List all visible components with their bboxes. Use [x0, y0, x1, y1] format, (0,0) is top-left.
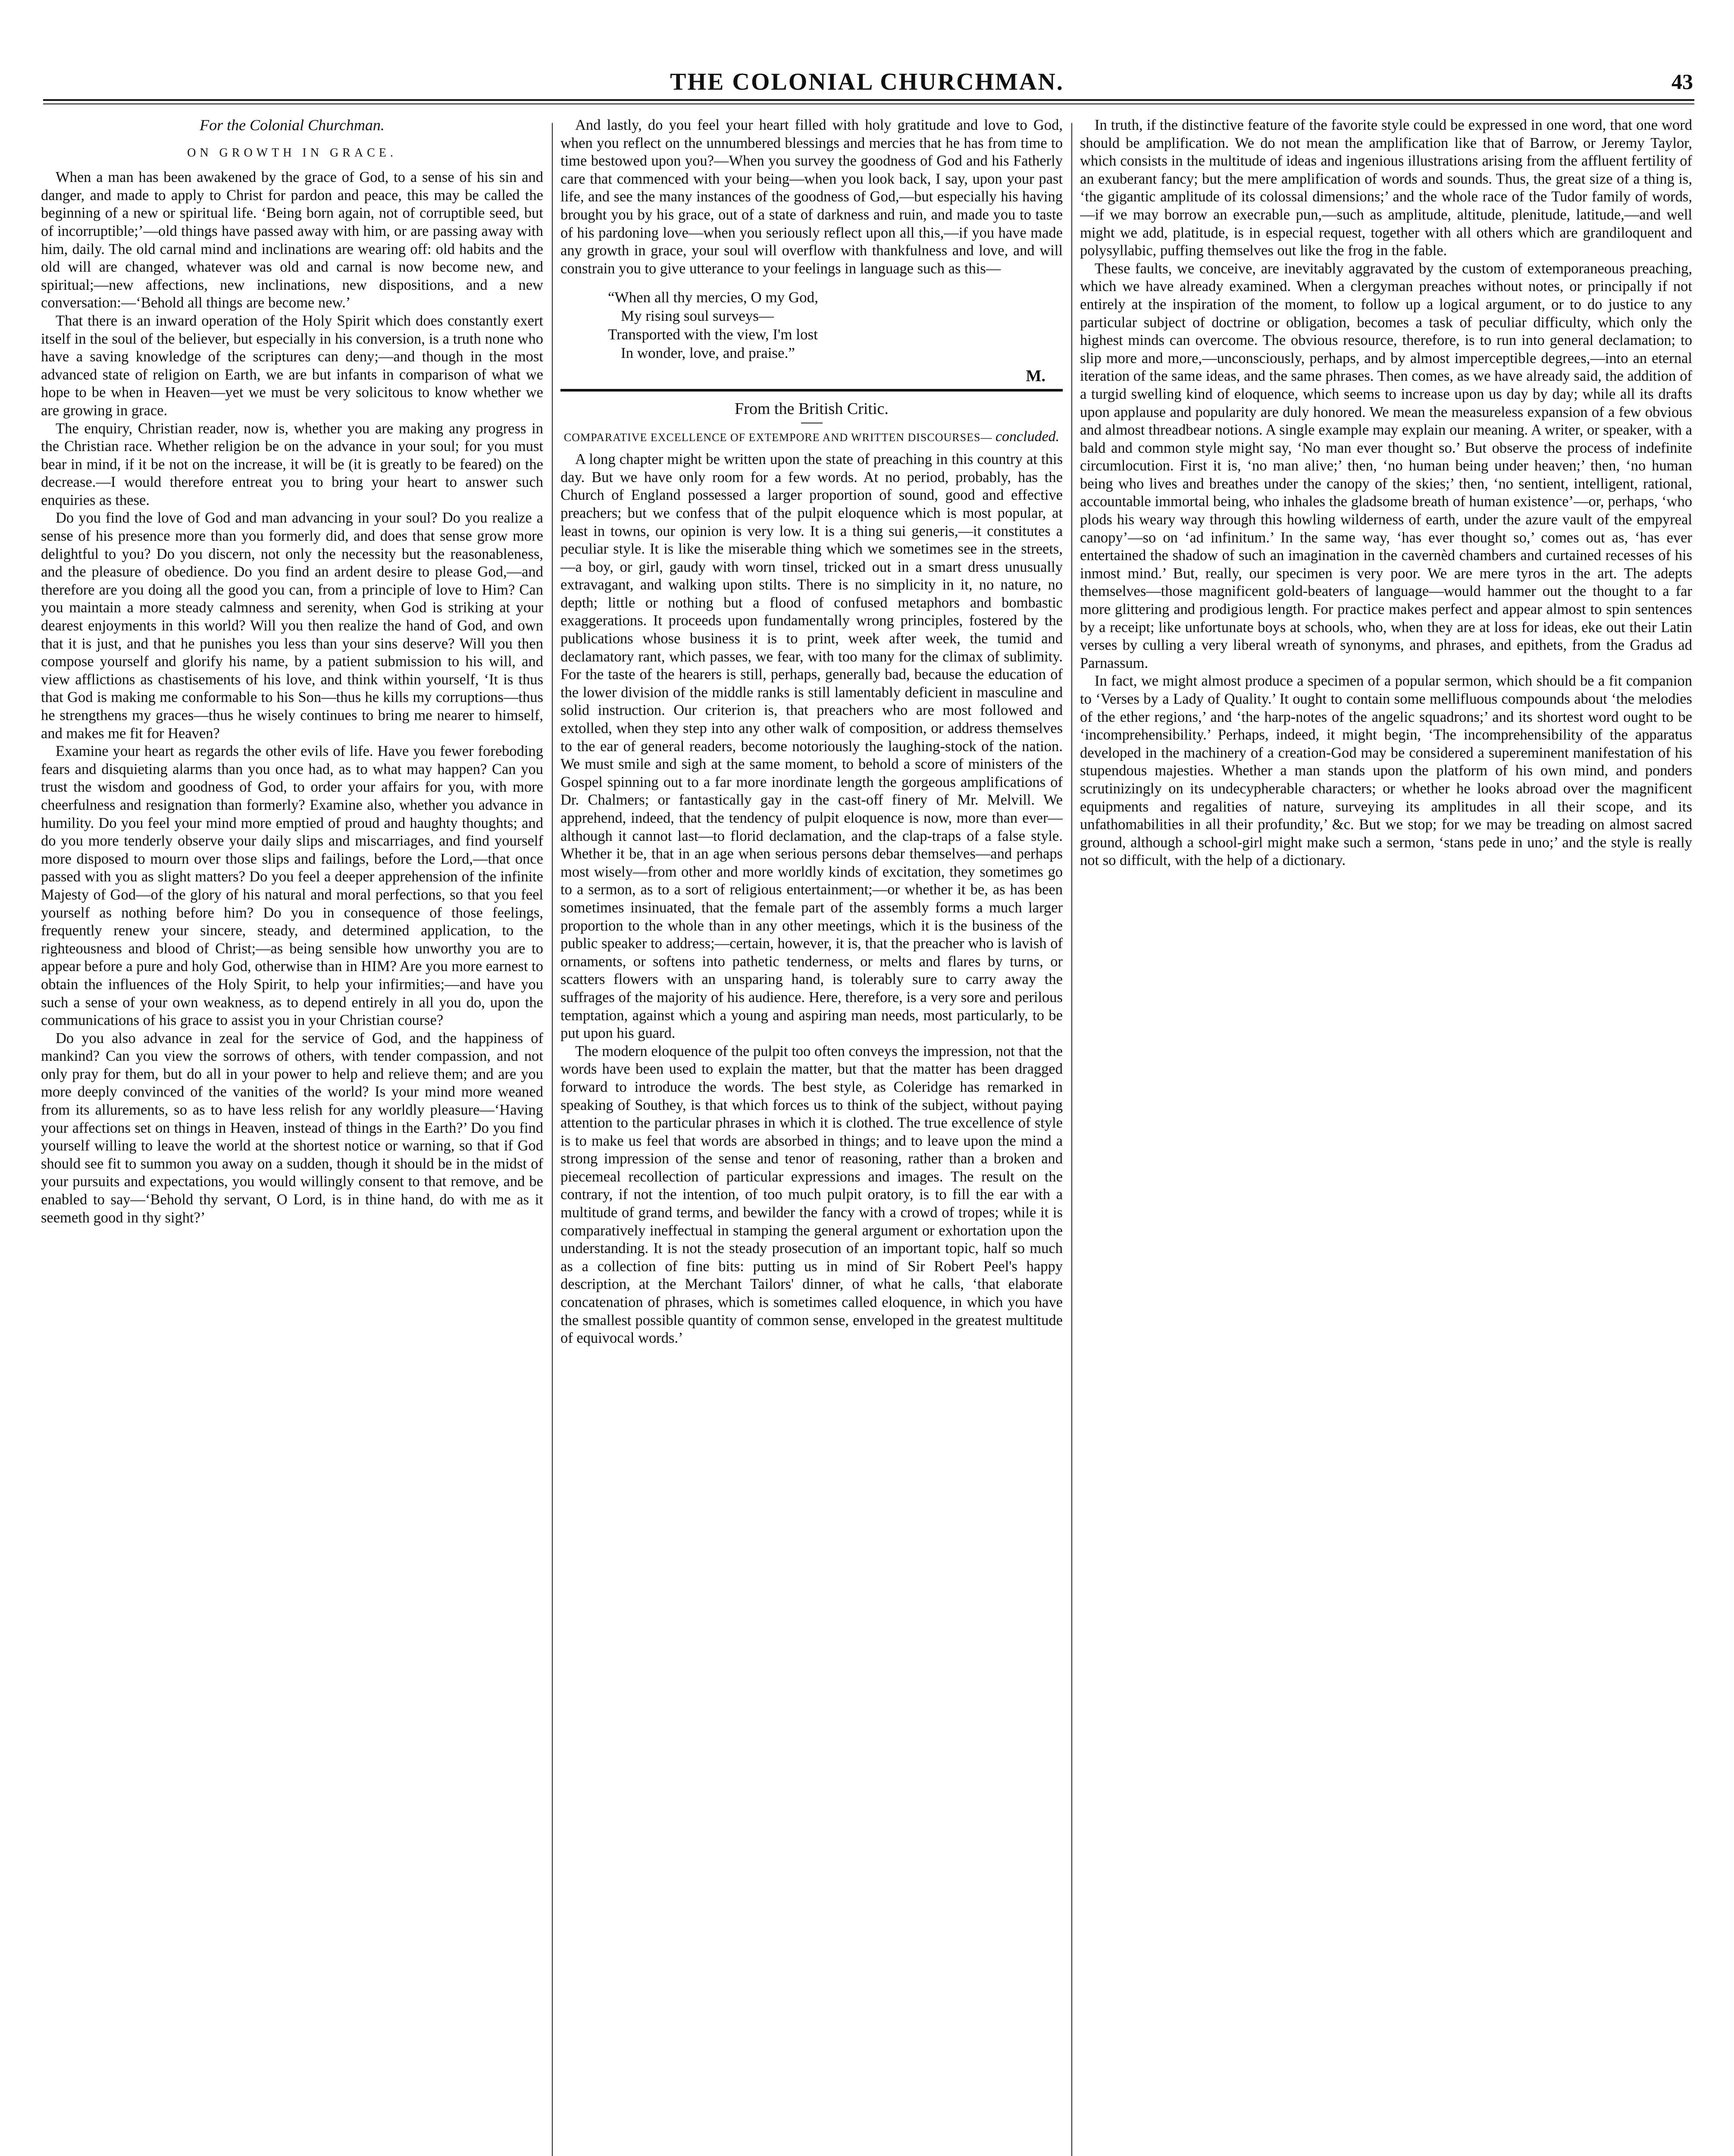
paragraph: And lastly, do you feel your heart filled with holy gratitude and love to God, when you reflect on the unnumbered blessings and mercies that he has from time to time bestowed upon you?—When you survey the goodness of God and his Fatherly care that commenced with your being—when you look back, I say, upon your past life, and see the many instances of the goodness of God,—but especially his having brought you by his grace, out of a state of darkness and ruin, and made you to taste of his pardoning love—when you seriously reflect upon all this,—if you have made any growth in grace, your soul will overflow with thankfulness and love, and will constrain you to give utterance to your feelings in language such as this— — [560, 117, 1063, 277]
verse-line: “When all thy mercies, O my God, — [608, 289, 818, 306]
masthead-rule — [43, 99, 1694, 104]
paragraph: Do you find the love of God and man advancing in your soul? Do you realize a sense of his presence more than you formerly did, and does that sense grow more delightful to you? Do you discern, not only the necessity but the reasonableness, and the pleasure of obedience. Do you find an ardent desire to please God,—and therefore are you doing all the good you can, from a principle of love to Him? Can you maintain a more steady calmness and serenity, when God is striking at your dearest enjoyments in this world? Will you then realize the hand of God, and own that it is just, and that he punishes you less than your sins deserve? Will you then compose yourself and glorify his name, by a patient submission to his will, and view afflictions as chastisements of his love, and think within yourself, ‘It is thus that God is making me conformable to his Son—thus he kills my corruptions—thus he strengthens my graces—thus he wisely continues to bring me nearer to himself, and makes me fit for Heaven? — [41, 510, 543, 742]
masthead — [0, 65, 1734, 99]
article-title: ON GROWTH IN GRACE. — [187, 146, 397, 160]
verse-line: My rising soul surveys— — [621, 307, 774, 325]
paragraph: That there is an inward operation of the Holy Spirit which does constantly exert itself in the soul of the believer, but especially in his conversion, is a truth none who have a saving knowledge of the scriptures can deny;—and though in the most advanced state of religion on Earth, we are but infants in comparison of what we hope to be when in Heaven—yet we must be very solicitous to know whether we are growing in grace. — [41, 312, 543, 419]
paragraph: In truth, if the distinctive feature of the favorite style could be expressed in one word, that one word should be amplification. We do not mean the amplification like that of Barrow, or Jeremy Taylor, which consists in the multitude of ideas and ingenious illustrations arising from the affluent fertility of an exuberant fancy; but the mere amplification of words and sounds. Thus, the great size of a thing is, ‘the gigantic amplitude of its colossal dimensions;’ and the whole race of the Tudor family of words,—if we may borrow an execrable pun,—such as amplitude, altitude, plenitude, latitude,—and well might we add, platitude, is in especial request, together with all others which are grandiloquent and polysyllabic, puffing themselves out like the frog in the fable. — [1080, 117, 1692, 259]
section-rule — [560, 389, 1063, 392]
paragraph: When a man has been awakened by the grace of God, to a sense of his sin and danger, and made to apply to Christ for pardon and peace, this may be called the beginning of a new or spiritual life. ‘Being born again, not of corruptible seed, but of incorruptible;’—old things have passed away with him, or are passing away with him, daily. The old carnal mind and inclinations are wearing off: old habits and the old will are changed, whatever was old and carnal is now become new, and spiritual;—new affections, new inclinations, new dispositions, and a new conversation:—‘Behold all things are become new.’ — [41, 169, 543, 311]
paragraph: A long chapter might be written upon the state of preaching in this country at this day. But we have only room for a few words. At no period, probably, has the Church of England possessed a larger proportion of sound, good and effective preachers; but we confess that of the pulpit eloquence which is most popular, at least in towns, our opinion is very low. It is a thing sui generis,—it constitutes a peculiar style. It is like the miserable thing which we sometimes see in the streets,—a boy, or girl, gaudy with worn tinsel, tricked out in a smart dress unusually extravagant, and walking upon stilts. There is no simplicity in it, no nature, no depth; little or nothing but a flood of confused metaphors and bombastic exaggerations. It proceeds upon fundamentally wrong principles, fostered by the publications whose business it is to print, week after week, the tumid and declamatory rant, which passes, we fear, with too many for the climax of sublimity. For the taste of the hearers is still, perhaps, generally bad, because the education of the lower division of the middle ranks is still lamentably deficient in masculine and solid instruction. Our criterion is, that preachers who are most followed and extolled, when they step into any other walk of composition, or address themselves to the ear of general readers, become notoriously the laughing-stock of the nation. We must smile and sigh at the same moment, to behold a score of ministers of the Gospel spinning out to a far more inordinate length the gorgeous amplifications of Dr. Chalmers; or fantastically gay in the cast-off finery of Mr. Melvill. We apprehend, indeed, that the tendency of pulpit eloquence is now, more than ever—although it cannot last—to florid declamation, and the clap-traps of a false style. Whether it be, that in an age when serious persons debar themselves—and perhaps most wisely—from other and more worldly kinds of excitation, they sometimes go to a sermon, as to a sort of religious entertainment;—or whether it be, as has been sometimes insinuated, that the female part of the assembly forms a much larger proportion to the whole than in any other meetings, which it is the business of the public speaker to address;—certain, however, it is, that the preacher who is lavish of ornaments, or softens into pathetic tenderness, or melts and flares by turns, or scatters flowers with an unsparing hand, is tolerably sure to carry away the suffrages of the majority of his audience. Here, therefore, is a very sore and perilous temptation, against which a young and aspiring man needs, most particularly, to be put upon his guard. — [560, 451, 1063, 1042]
paragraph: The enquiry, Christian reader, now is, whether you are making any progress in the Christian race. Whether religion be on the advance in your soul; for you must bear in mind, if it be not on the increase, it will be (it is greatly to be feared) on the decrease.—I would therefore entreat you to bring your heart to answer such enquiries as these. — [41, 420, 543, 508]
paragraph: In fact, we might almost produce a specimen of a popular sermon, which should be a fit companion to ‘Verses by a Lady of Quality.’ It ought to contain some mellifluous compounds about ‘the melodies of the ether regions,’ and ‘the harp-notes of the angelic squadrons;’ and its shortest word ought to be ‘incomprehensibility.’ Perhaps, indeed, it might begin, ‘The incomprehensibility of the apparatus developed in the machinery of a creation-God may be considered a supereminent manifestation of his stupendous majesties. Whether a man stands upon the platform of his own mind, and ponders scrutinizingly on its undecypherable characters; or whether he looks abroad over the magnificent equipments and regalities of nature, surveying its amplitudes in all their scope, and its unfathomabilities in all their profundity,’ &c. But we stop; for we may be treading on almost sacred ground, although a school-girl might make such a sermon, ‘stans pede in uno;’ and the style is really not so difficult, with the help of a dictionary. — [1080, 673, 1692, 869]
article-title-suffix: concluded. — [995, 428, 1060, 445]
column-divider — [1071, 123, 1072, 2156]
masthead-title: THE COLONIAL CHURCHMAN. — [670, 69, 1064, 95]
verse-line: In wonder, love, and praise.” — [621, 345, 795, 362]
column-2 — [560, 116, 1063, 2156]
verse-line: Transported with the view, I'm lost — [608, 326, 818, 343]
article-signature: M. — [1026, 367, 1045, 385]
column-divider — [552, 123, 553, 2156]
page-number: 43 — [1671, 69, 1693, 94]
column-3 — [1080, 116, 1692, 2156]
verse-quote — [608, 288, 1063, 362]
article-byline: For the Colonial Churchman. — [200, 116, 385, 134]
article-source: From the British Critic. — [735, 399, 889, 418]
article-title-main: COMPARATIVE EXCELLENCE OF EXTEMPORE AND WRITTEN DISCOURSES— — [563, 431, 992, 444]
article-title — [560, 428, 1063, 447]
paragraph: Do you also advance in zeal for the service of God, and the happiness of mankind? Can you view the sorrows of others, with tender compassion, and not only pray for them, but do all in your power to help and relieve them; and are you more deeply convinced of the vanities of the world? Is your mind more weaned from its allurements, so as to have less relish for any worldly pleasure—‘Having your affections set on things in Heaven, instead of things in the Earth?’ Do you find yourself willing to leave the world at the shortest notice or warning, so that if God should see fit to summon you away on a sudden, though it should be in the midst of your pursuits and expectations, you would willingly consent to that remove, and be enabled to say—‘Behold thy servant, O Lord, is in thine hand, do with me as it seemeth good in thy sight?’ — [41, 1030, 543, 1226]
paragraph: These faults, we conceive, are inevitably aggravated by the custom of extemporaneous preaching, which we have already examined. When a clergyman preaches without notes, or principally if not entirely at the inspiration of the moment, to follow up a logical argument, or to do justice to any particular subject of doctrine or obligation, becomes a task of peculiar difficulty, which only the highest minds can overcome. The obvious resource, therefore, is to run into general declamation; to slip more and more,—unconsciously, perhaps, and by almost imperceptible degrees,—into an eternal iteration of the same ideas, and the same phrases. Then comes, as we have already said, the addition of a turgid swelling kind of eloquence, which seems to increase upon us day by day; while all its drafts upon applause and popularity are duly honored. We mean the measureless expansion of a few obvious and almost threadbear notions. A single example may explain our meaning. A writer, or speaker, with a bald and common style might say, ‘No man ever thought so.’ But observe the process of indefinite circumlocution. First it is, ‘no man alive;’ then, ‘no human being under heaven;’ then, ‘no human being who lives and breathes under the canopy of the skies;’ then, ‘no sentient, intelligent, rational, accountable immortal being, who inhales the gladsome breath of human existence’—or, perhaps, ‘who plods his weary way through this howling wilderness of earth, under the azure vault of the empyreal canopy’—so on ‘ad infinitum.’ In the same way, ‘has ever thought so,’ comes out as, ‘has ever entertained the shadow of such an imagination in the cavernèd chambers and curtained recesses of his inmost mind.’ But, really, our specimen is very poor. We are mere tyros in the art. The adepts themselves—those magnificent gold-beaters of language—would hammer out the thought to a far more glittering and prodigious length. For practice makes perfect and appear almost to spin sentences by a receipt; like unfortunate boys at schools, who, when they are at loss for ideas, eke out their Latin verses by culling a very liberal wreath of synonyms, and phrases, and epithets, from the Gradus ad Parnassum. — [1080, 260, 1692, 671]
paragraph: Examine your heart as regards the other evils of life. Have you fewer foreboding fears and disquieting alarms than you once had, as to what may happen? Can you trust the wisdom and goodness of God, to order your affairs for you, with more cheerfulness and resignation than formerly? Examine also, whether you advance in humility. Do you feel your mind more emptied of proud and haughty thoughts; and do you more tenderly observe your daily slips and miscarriages, and find yourself more disposed to mourn over those slips and failings, before the Lord,—that once passed with you as slight matters? Do you feel a deeper apprehension of the infinite Majesty of God—of the glory of his natural and moral perfections, so that you feel yourself as nothing before him? Do you in consequence of those feelings, frequently renew your sincere, steady, and determined application, to the righteousness and blood of Christ;—as being sensible how unworthy you are to appear before a pure and holy God, otherwise than in HIM? Are you more earnest to obtain the influences of the Holy Spirit, to help your infirmities;—and have you such a sense of your own weakness, as to depend entirely in all you do, upon the communications of his grace to assist you in your Christian course? — [41, 743, 543, 1029]
paragraph: The modern eloquence of the pulpit too often conveys the impression, not that the words have been used to explain the matter, but that the matter has been dragged forward to introduce the words. The best style, as Coleridge has remarked in speaking of Southey, is that which forces us to think of the subject, without paying attention to the particular phrases in which it is clothed. The true excellence of style is to make us feel that words are absorbed in things; and to leave upon the mind a strong impression of the sense and tenor of reasoning, rather than a broken and piecemeal recollection of particular expressions and images. The result on the contrary, if not the intention, of too much pulpit oratory, is to fill the ear with a multitude of grand terms, and bewilder the fancy with a crowd of tropes; while it is comparatively ineffectual in stamping the general argument or exhortation upon the understanding. It is not the steady prosecution of an important topic, half so much as a collection of fine bits: putting us in mind of Sir Robert Peel's happy description, at the Merchant Tailors' dinner, of what he calls, ‘that elaborate concatenation of phrases, which is sometimes called eloquence, in which you have the smallest possible quantity of common sense, enveloped in the greatest multitude of equivocal words.’ — [560, 1043, 1063, 1347]
column-1 — [41, 116, 543, 2156]
